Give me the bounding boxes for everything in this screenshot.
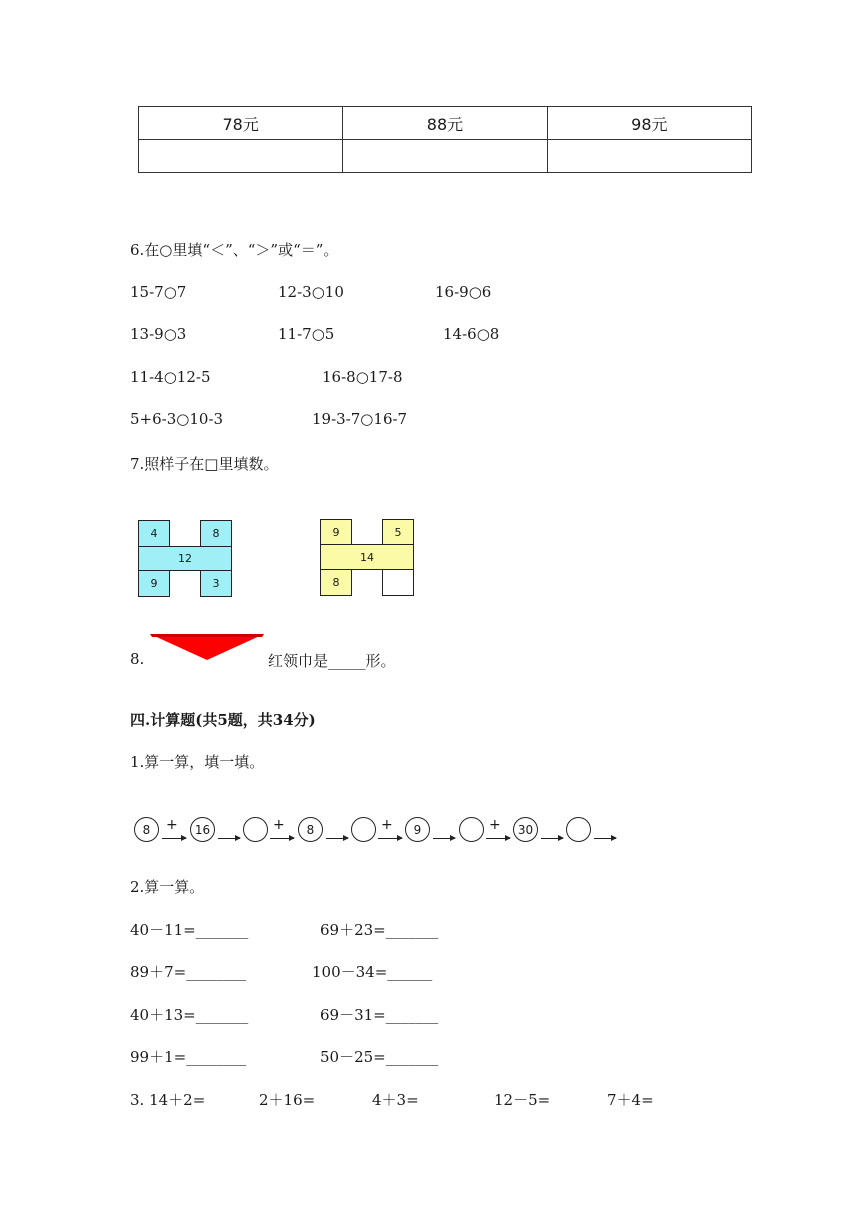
plus-sign: + [166, 817, 178, 833]
plus-sign: + [273, 817, 285, 833]
comparison-item: 11-7○5 [278, 325, 335, 343]
chain-answer-circle[interactable] [243, 817, 268, 842]
comparison-item: 13-9○3 [130, 325, 187, 343]
plus-sign: + [489, 817, 501, 833]
equation-item: 40－11=_______ [130, 921, 249, 939]
comparison-item: 5+6-3○10-3 [130, 410, 224, 428]
example-bottom-right-cell: 3 [200, 570, 232, 597]
exercise-bottom-left-cell: 8 [320, 569, 352, 596]
question-7-title: 7.照样子在□里填数。 [130, 455, 279, 473]
chain-answer-circle[interactable] [566, 817, 591, 842]
exercise-middle-cell: 14 [320, 544, 414, 570]
comparison-item: 11-4○12-5 [130, 368, 211, 386]
equation-item: 12－5= [494, 1091, 551, 1109]
equation-item: 2＋16= [259, 1091, 316, 1109]
arrow-icon [326, 838, 348, 839]
equation-item: 99＋1=________ [130, 1048, 247, 1066]
arrow-icon [594, 838, 616, 839]
chain-number-circle: 9 [405, 817, 430, 842]
answer-cell[interactable] [139, 140, 343, 173]
chain-number-circle: 30 [513, 817, 538, 842]
comparison-item: 14-6○8 [443, 325, 500, 343]
table-header-cell: 98元 [547, 107, 751, 140]
equation-item: 50－25=_______ [320, 1048, 439, 1066]
exercise-top-left-cell: 9 [320, 519, 352, 545]
exercise-top-right-cell: 5 [382, 519, 414, 545]
comparison-item: 19-3-7○16-7 [312, 410, 408, 428]
chain-answer-circle[interactable] [351, 817, 376, 842]
answer-cell[interactable] [343, 140, 547, 173]
question-6-title: 6.在○里填“＜”、“＞”或“＝”。 [130, 241, 339, 259]
comparison-item: 16-8○17-8 [322, 368, 403, 386]
arrow-icon [162, 838, 186, 839]
equation-item: 89＋7=________ [130, 963, 247, 981]
arrow-icon [541, 838, 563, 839]
comparison-item: 12-3○10 [278, 283, 344, 301]
example-middle-cell: 12 [138, 546, 232, 571]
question-8-number: 8. [130, 650, 145, 668]
answer-cell[interactable] [547, 140, 751, 173]
table-row [139, 140, 752, 173]
table-header-cell: 88元 [343, 107, 547, 140]
chain-number-circle: 16 [190, 817, 215, 842]
question-2-title: 2.算一算。 [130, 878, 205, 896]
comparison-item: 15-7○7 [130, 283, 187, 301]
question-8-text: 红领巾是_____形。 [268, 652, 396, 670]
comparison-item: 16-9○6 [435, 283, 492, 301]
equation-item: 69＋23=_______ [320, 921, 439, 939]
arrow-icon [218, 838, 240, 839]
red-scarf-triangle [148, 632, 266, 662]
example-top-right-cell: 8 [200, 520, 232, 547]
table-header-cell: 78元 [139, 107, 343, 140]
equation-item: 100－34=______ [312, 963, 433, 981]
example-bottom-left-cell: 9 [138, 570, 170, 597]
arrow-icon [486, 838, 510, 839]
chain-number-circle: 8 [298, 817, 323, 842]
chain-number-circle: 8 [134, 817, 159, 842]
example-top-left-cell: 4 [138, 520, 170, 547]
section-title: 四.计算题(共5题，共34分) [130, 711, 316, 729]
equation-item: 7＋4= [607, 1091, 654, 1109]
equation-item: 4＋3= [372, 1091, 419, 1109]
arrow-icon [378, 838, 402, 839]
price-table [138, 106, 752, 173]
equation-item: 69－31=_______ [320, 1006, 439, 1024]
plus-sign: + [381, 817, 393, 833]
exercise-answer-cell[interactable] [382, 569, 414, 596]
question-1-title: 1.算一算，填一填。 [130, 753, 265, 771]
arrow-icon [270, 838, 294, 839]
equation-item: 3. 14＋2= [130, 1091, 206, 1109]
arrow-icon [433, 838, 455, 839]
chain-answer-circle[interactable] [459, 817, 484, 842]
table-row [139, 107, 752, 140]
equation-item: 40＋13=_______ [130, 1006, 249, 1024]
